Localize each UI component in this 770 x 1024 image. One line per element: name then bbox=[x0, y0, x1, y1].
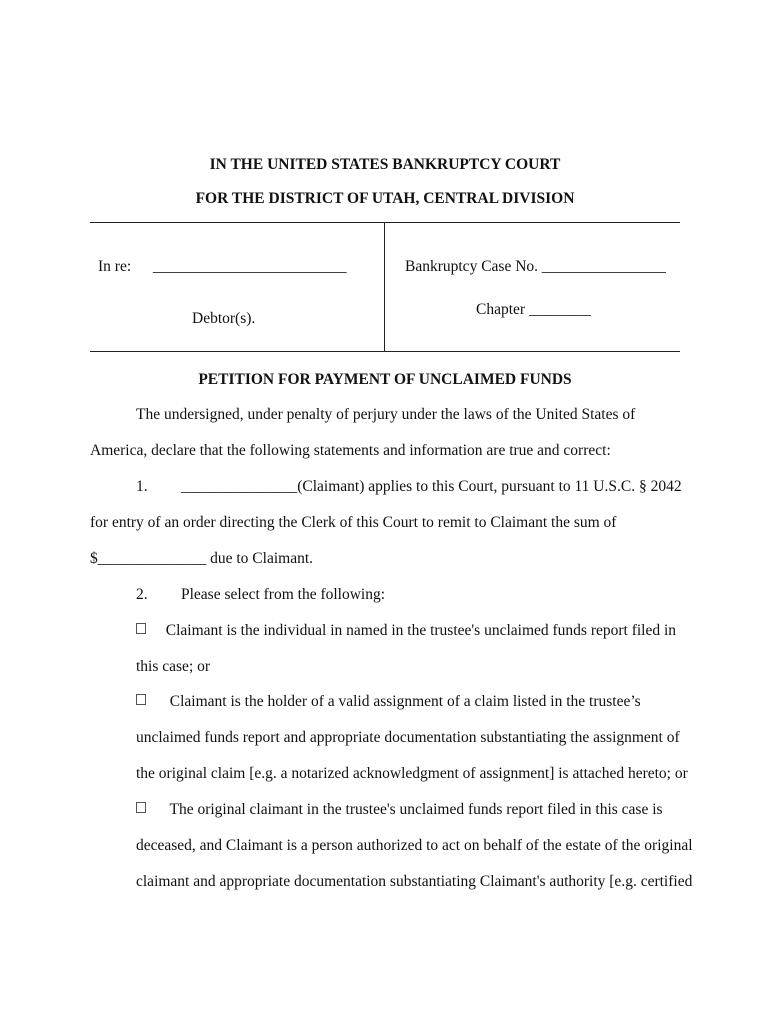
paragraph-2-number: 2. bbox=[136, 586, 148, 603]
document-title: PETITION FOR PAYMENT OF UNCLAIMED FUNDS bbox=[198, 371, 572, 388]
paragraph-1-number: 1. bbox=[136, 478, 148, 495]
court-district: FOR THE DISTRICT OF UTAH, CENTRAL DIVISION bbox=[195, 190, 575, 207]
option-2-line-3: the original claim [e.g. a notarized acknowledgment of assignment] is attached hereto; or bbox=[136, 765, 688, 782]
case-number-label: Bankruptcy Case No. bbox=[405, 258, 539, 275]
caption-bottom-rule bbox=[90, 351, 680, 352]
in-re-blank[interactable]: _________________________ bbox=[152, 258, 347, 275]
caption-top-rule bbox=[90, 222, 680, 223]
paragraph-2-text: Please select from the following: bbox=[181, 586, 386, 603]
option-1-checkbox[interactable] bbox=[136, 623, 146, 634]
option-1-line-1 bbox=[136, 621, 676, 641]
paragraph-1-line-3: $______________ due to Claimant. bbox=[90, 550, 314, 567]
option-3-checkbox[interactable] bbox=[136, 802, 146, 813]
option-3-text: The original claimant in the trustee's unclaimed funds report filed in this case is bbox=[169, 801, 663, 818]
option-3-line-1 bbox=[136, 800, 663, 820]
court-name: IN THE UNITED STATES BANKRUPTCY COURT bbox=[209, 156, 561, 173]
option-3-line-3: claimant and appropriate documentation substantiating Claimant's authority [e.g. certified bbox=[136, 873, 693, 890]
option-1-text: Claimant is the individual in named in the trustee's unclaimed funds report filed in bbox=[165, 622, 677, 639]
case-number-blank[interactable]: ________________ bbox=[541, 258, 666, 275]
option-2-text: Claimant is the holder of a valid assignment of a claim listed in the trustee’s bbox=[169, 693, 641, 710]
in-re-line bbox=[98, 257, 347, 277]
caption-divider bbox=[384, 222, 385, 352]
paragraph-1-text: _______________(Claimant) applies to this Court, pursuant to 11 U.S.C. § 2042 bbox=[181, 478, 682, 495]
debtor-label: Debtor(s). bbox=[192, 310, 256, 327]
option-2-checkbox[interactable] bbox=[136, 694, 146, 705]
intro-line-2: America, declare that the following statements and information are true and correct: bbox=[90, 442, 611, 459]
chapter-label: Chapter bbox=[476, 301, 526, 318]
chapter-line bbox=[476, 300, 591, 320]
paragraph-1-line-2: for entry of an order directing the Clerk of this Court to remit to Claimant the sum of bbox=[90, 514, 617, 531]
intro-line-1: The undersigned, under penalty of perjury under the laws of the United States of bbox=[136, 406, 636, 423]
option-2-line-1 bbox=[136, 692, 641, 712]
option-2-line-2: unclaimed funds report and appropriate documentation substantiating the assignment of bbox=[136, 729, 680, 746]
chapter-blank[interactable]: ________ bbox=[528, 301, 591, 318]
in-re-label: In re: bbox=[98, 258, 132, 275]
case-number-line bbox=[405, 257, 666, 277]
option-3-line-2: deceased, and Claimant is a person authorized to act on behalf of the estate of the original bbox=[136, 837, 693, 854]
option-1-line-2: this case; or bbox=[136, 658, 211, 675]
